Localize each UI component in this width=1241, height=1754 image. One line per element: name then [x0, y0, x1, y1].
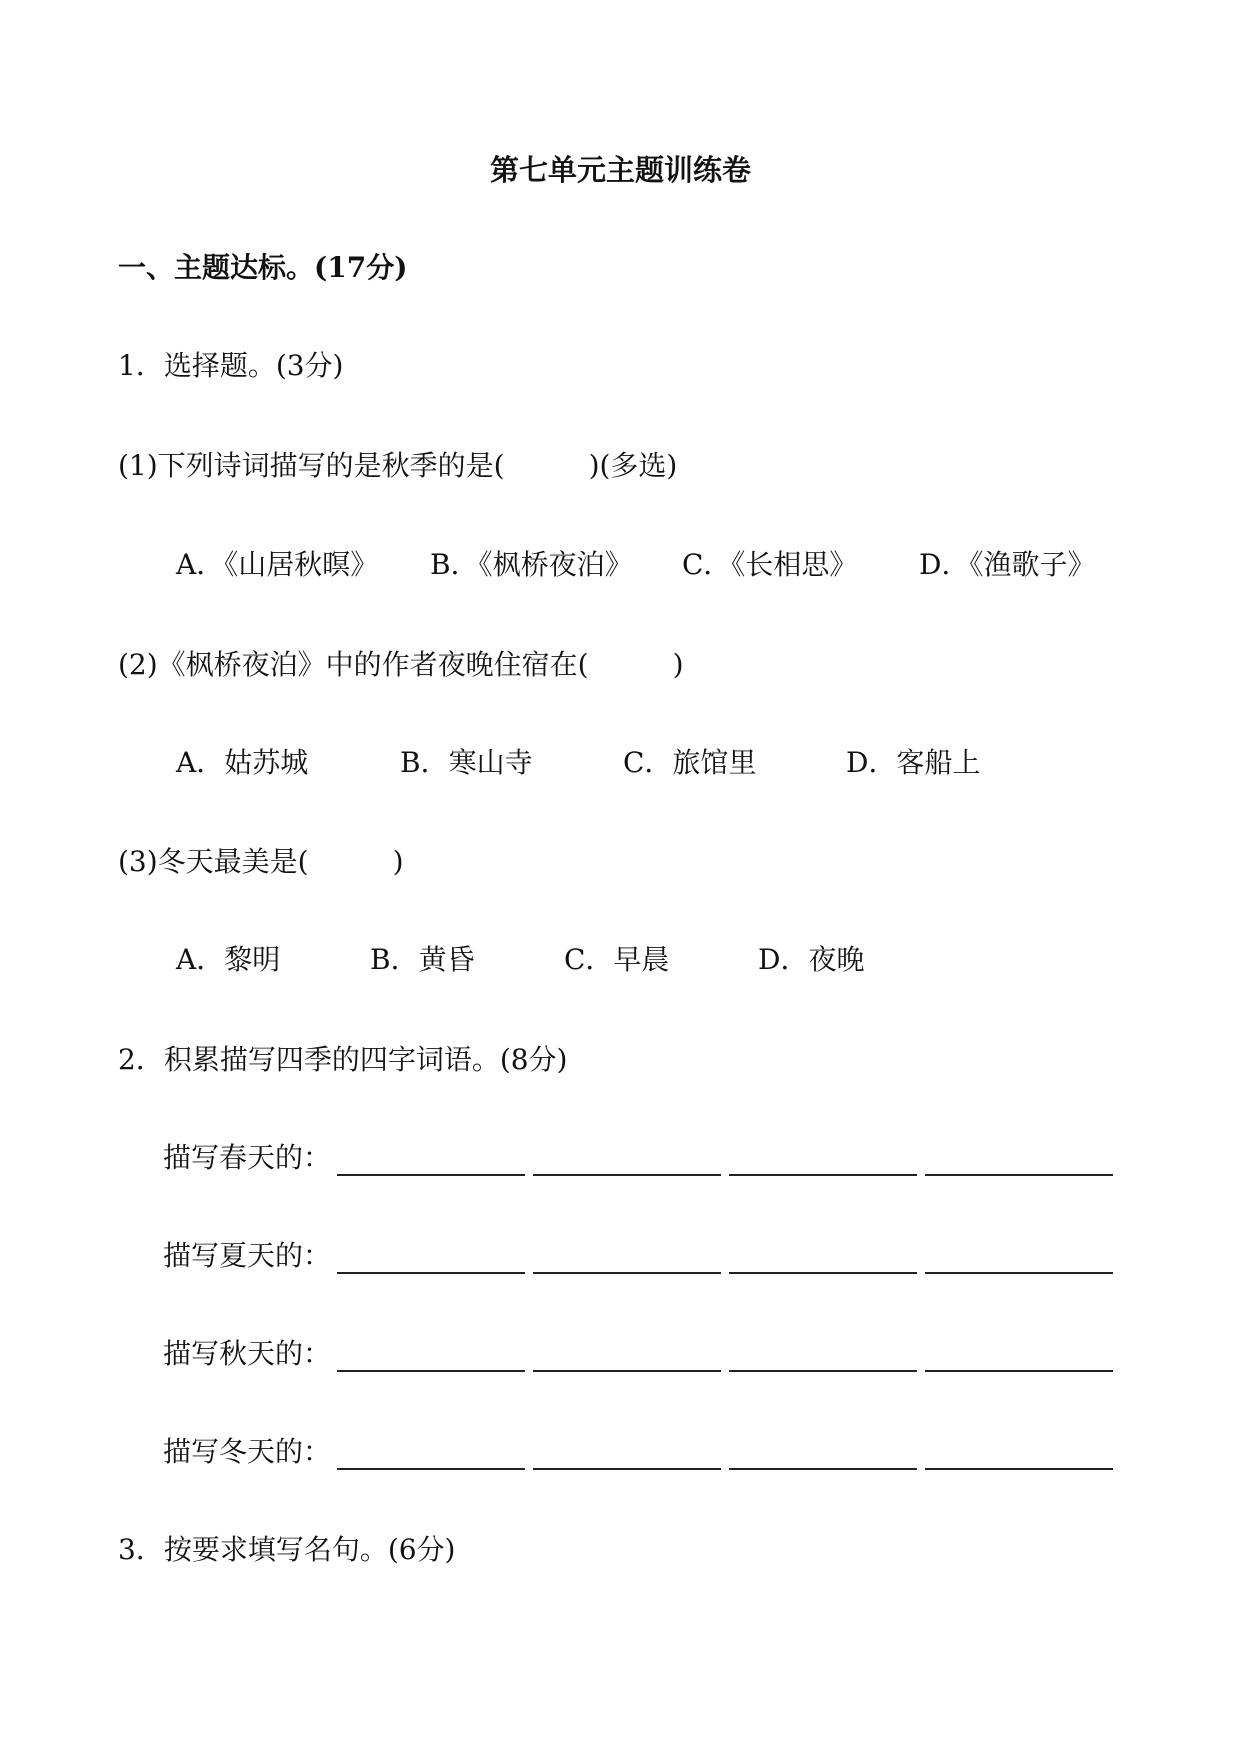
answer-blank[interactable]: [533, 1174, 721, 1176]
answer-row-winter: [0, 1432, 1241, 1472]
answer-row-label: 描写春天的：: [163, 1141, 332, 1174]
option-1-3-a: A．黎明: [176, 943, 281, 976]
answer-blank[interactable]: [925, 1370, 1113, 1372]
answer-row-label: 描写秋天的：: [163, 1337, 332, 1370]
question-1-1-stem: (1)下列诗词描写的是秋季的是( )(多选): [118, 449, 678, 482]
answer-row-autumn: [0, 1334, 1241, 1374]
answer-blank[interactable]: [925, 1174, 1113, 1176]
option-1-2-c: C．旅馆里: [623, 746, 757, 779]
answer-blank[interactable]: [337, 1468, 525, 1470]
option-1-1-c: C．《长相思》: [682, 548, 858, 581]
answer-blank[interactable]: [925, 1468, 1113, 1470]
answer-row-label: 描写夏天的：: [163, 1239, 332, 1272]
section-heading: 一、主题达标。(17分): [118, 251, 408, 284]
question-1-2-stem: (2)《枫桥夜泊》中的作者夜晚住宿在( ): [118, 648, 684, 681]
answer-blank[interactable]: [337, 1370, 525, 1372]
answer-blank[interactable]: [925, 1272, 1113, 1274]
answer-blank[interactable]: [533, 1468, 721, 1470]
answer-blank[interactable]: [337, 1272, 525, 1274]
question-1-3-stem: (3)冬天最美是( ): [118, 845, 404, 878]
option-1-2-b: B．寒山寺: [400, 746, 533, 779]
question-1-stem: 1．选择题。(3分): [118, 349, 344, 382]
answer-blank[interactable]: [729, 1370, 917, 1372]
answer-blank[interactable]: [729, 1174, 917, 1176]
answer-blank[interactable]: [729, 1468, 917, 1470]
page-title: 第七单元主题训练卷: [489, 153, 751, 187]
answer-row-label: 描写冬天的：: [163, 1435, 332, 1468]
answer-row-summer: [0, 1236, 1241, 1276]
option-1-2-d: D．客船上: [846, 746, 981, 779]
answer-blank[interactable]: [533, 1370, 721, 1372]
answer-blank[interactable]: [337, 1174, 525, 1176]
question-3-stem: 3．按要求填写名句。(6分): [118, 1533, 456, 1566]
option-1-3-b: B．黄昏: [370, 943, 475, 976]
option-1-1-d: D．《渔歌子》: [919, 548, 1096, 581]
option-1-1-a: A．《山居秋暝》: [176, 548, 379, 581]
option-1-2-a: A．姑苏城: [176, 746, 309, 779]
answer-blank[interactable]: [729, 1272, 917, 1274]
option-1-3-c: C．早晨: [564, 943, 670, 976]
option-1-3-d: D．夜晚: [758, 943, 865, 976]
answer-blank[interactable]: [533, 1272, 721, 1274]
answer-row-spring: [0, 1138, 1241, 1178]
question-2-stem: 2．积累描写四季的四字词语。(8分): [118, 1043, 568, 1076]
option-1-1-b: B．《枫桥夜泊》: [430, 548, 633, 581]
